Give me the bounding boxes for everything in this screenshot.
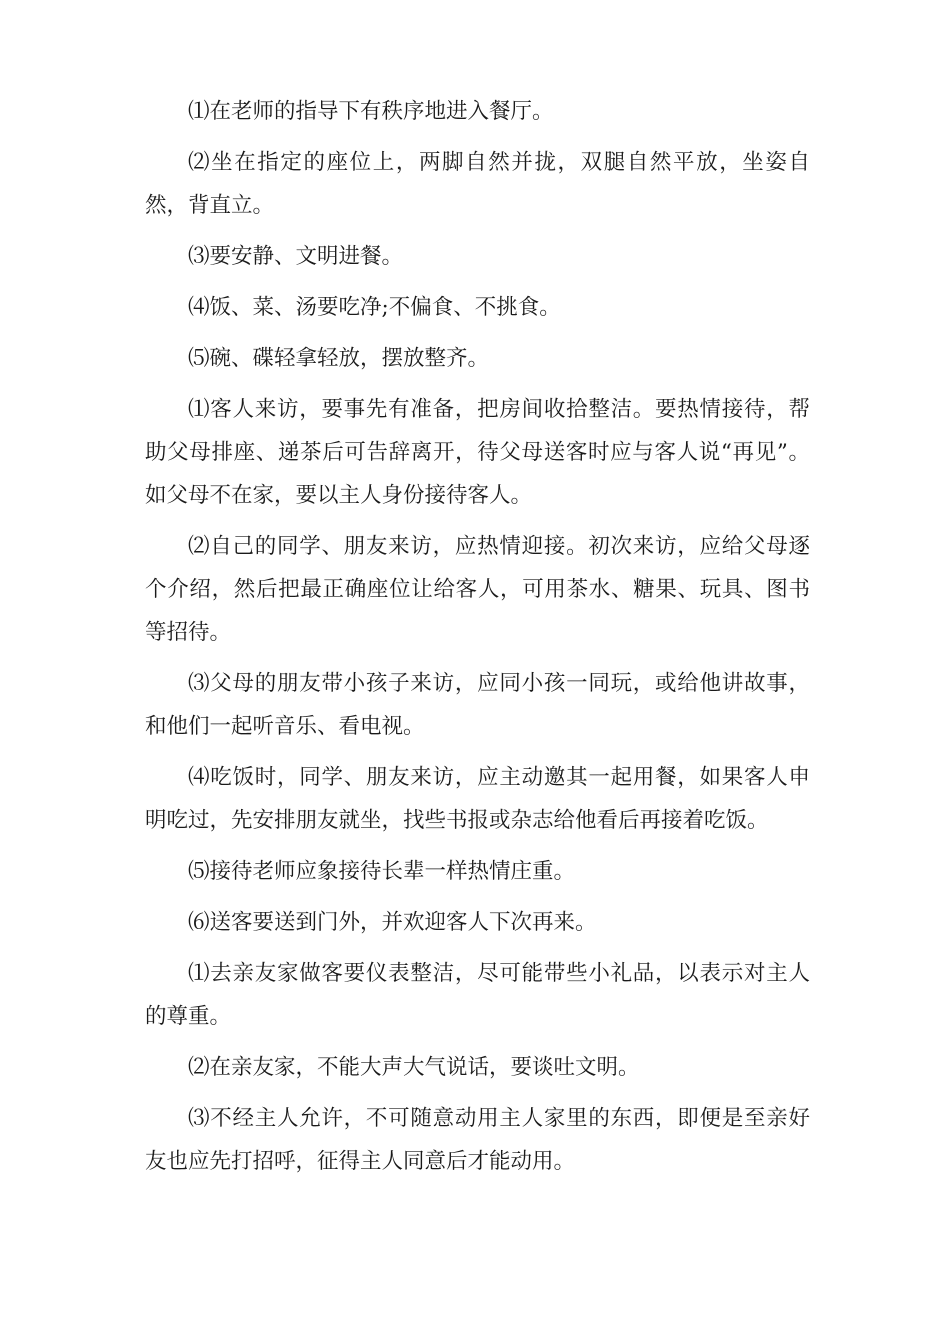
paragraph-dining-2: ⑵坐在指定的座位上，两脚自然并拢，双腿自然平放，坐姿自然，背直立。	[145, 150, 810, 218]
paragraph-dining-5: ⑸碗、碟轻拿轻放，摆放整齐。	[188, 346, 490, 371]
paragraph-dining-4: ⑷饭、菜、汤要吃净;不偏食、不挑食。	[188, 295, 561, 320]
paragraph-hosting-4: ⑷吃饭时，同学、朋友来访，应主动邀其一起用餐，如果客人申明吃过，先安排朋友就坐，找些书报或杂志给他看后再接着吃饭。	[145, 765, 810, 833]
paragraph-hosting-2: ⑵自己的同学、朋友来访，应热情迎接。初次来访，应给父母逐个介绍，然后把最正确座位让给客人，可用茶水、糖果、玩具、图书等招待。	[145, 534, 810, 645]
paragraph-hosting-6: ⑹送客要送到门外，并欢迎客人下次再来。	[188, 910, 597, 935]
document-body	[145, 90, 810, 1191]
paragraph-hosting-3: ⑶父母的朋友带小孩子来访，应同小孩一同玩，或给他讲故事，和他们一起听音乐、看电视。	[145, 671, 810, 739]
paragraph-visiting-2: ⑵在亲友家，不能大声大气说话，要谈吐文明。	[188, 1055, 640, 1080]
paragraph-dining-3: ⑶要安静、文明进餐。	[188, 244, 404, 269]
paragraph-hosting-5: ⑸接待老师应象接待长辈一样热情庄重。	[188, 859, 576, 884]
paragraph-visiting-3: ⑶不经主人允许，不可随意动用主人家里的东西，即便是至亲好友也应先打招呼，征得主人同意后才能动用。	[145, 1106, 810, 1174]
paragraph-visiting-1: ⑴去亲友家做客要仪表整洁，尽可能带些小礼品，以表示对主人的尊重。	[145, 961, 810, 1029]
paragraph-hosting-1: ⑴客人来访，要事先有准备，把房间收拾整洁。要热情接待，帮助父母排座、递茶后可告辞离开，待父母送客时应与客人说“再见”。如父母不在家，要以主人身份接待客人。	[145, 397, 810, 508]
paragraph-dining-1: ⑴在老师的指导下有秩序地进入餐厅。	[188, 99, 554, 124]
